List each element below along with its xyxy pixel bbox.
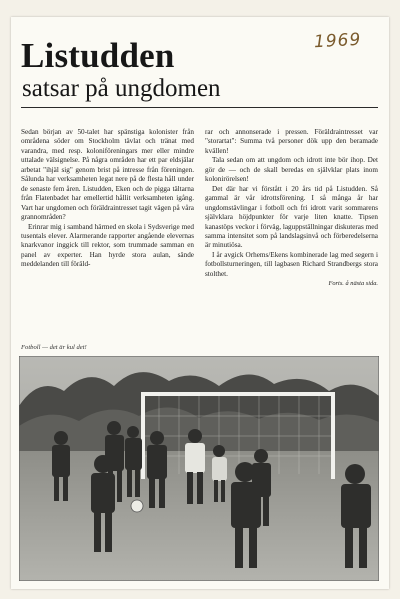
article-subtitle: satsar på ungdomen — [22, 75, 221, 102]
article-title: Listudden — [21, 36, 175, 75]
right-column — [205, 128, 378, 288]
title-rule — [21, 107, 378, 108]
paragraph: Det där har vi förstått i 20 års tid på Listudden. Så gammal är vår idrottsförening. I så många år har ungdomstävlingar i fotboll och fri idrott varit sommarens självklara höjdpunkter för varje liten knatte. Tipsen kanastöps veckor i förväg, laguppställningar diskuteras med samma intensitet som på landslagsinvå och förberedelserna är minutiösa. — [205, 184, 378, 250]
football-photo — [19, 356, 379, 581]
football-photo-illustration — [19, 356, 379, 581]
paragraph: Tala sedan om att ungdom och idrott inte bör ihop. Det gör de — och de skall beredas en självklar plats inom kolonirörelsen! — [205, 156, 378, 184]
photo-caption: Fotboll — det är kul det! — [21, 344, 87, 351]
paragraph: rar och annonserade i pressen. Föräldraintresset var "storartat": Summa två personer dök upp den beramade kvällen! — [205, 128, 378, 155]
paragraph: Sedan början av 50-talet har spänstiga kolonister från områdena söder om Stockholm tävlat och tränat med varandra, med resp. koloniföreningars mer eller mindre uttalade välsignelse. På några områden har ett par eldsjälar arbetat "ihjäl sig" genom brist på intresse från föreningen. Sålunda har verksamheten legat nere på de flesta håll under de senaste fem åren. Listudden, Eken och de pigga tältarna från Flatenbadet har emellertid hållit verksamheten igång. Vart har ungdomen och föräldraintresset tagit vägen på våra grannområden? — [21, 128, 194, 222]
continued-note: Forts. å nästa sida. — [328, 280, 378, 288]
left-column — [21, 128, 194, 270]
paragraph: I år avgick Orhems/Ekens kombinerade lag med segern i fotbollsturneringen, till lagbasen Richard Strandbergs stora stolthet. — [205, 250, 378, 278]
handwritten-year: 1969 — [313, 29, 362, 53]
paragraph: Erinrar mig i samband härmed en skola i Sydsverige med tusentals elever. Alarmerande rapporter angående elevernas knarkvanor inggick till rektor, som trummade samman en panel av experter. Han hyrde stora aulan, sände meddelanden till föräld- — [21, 222, 194, 269]
